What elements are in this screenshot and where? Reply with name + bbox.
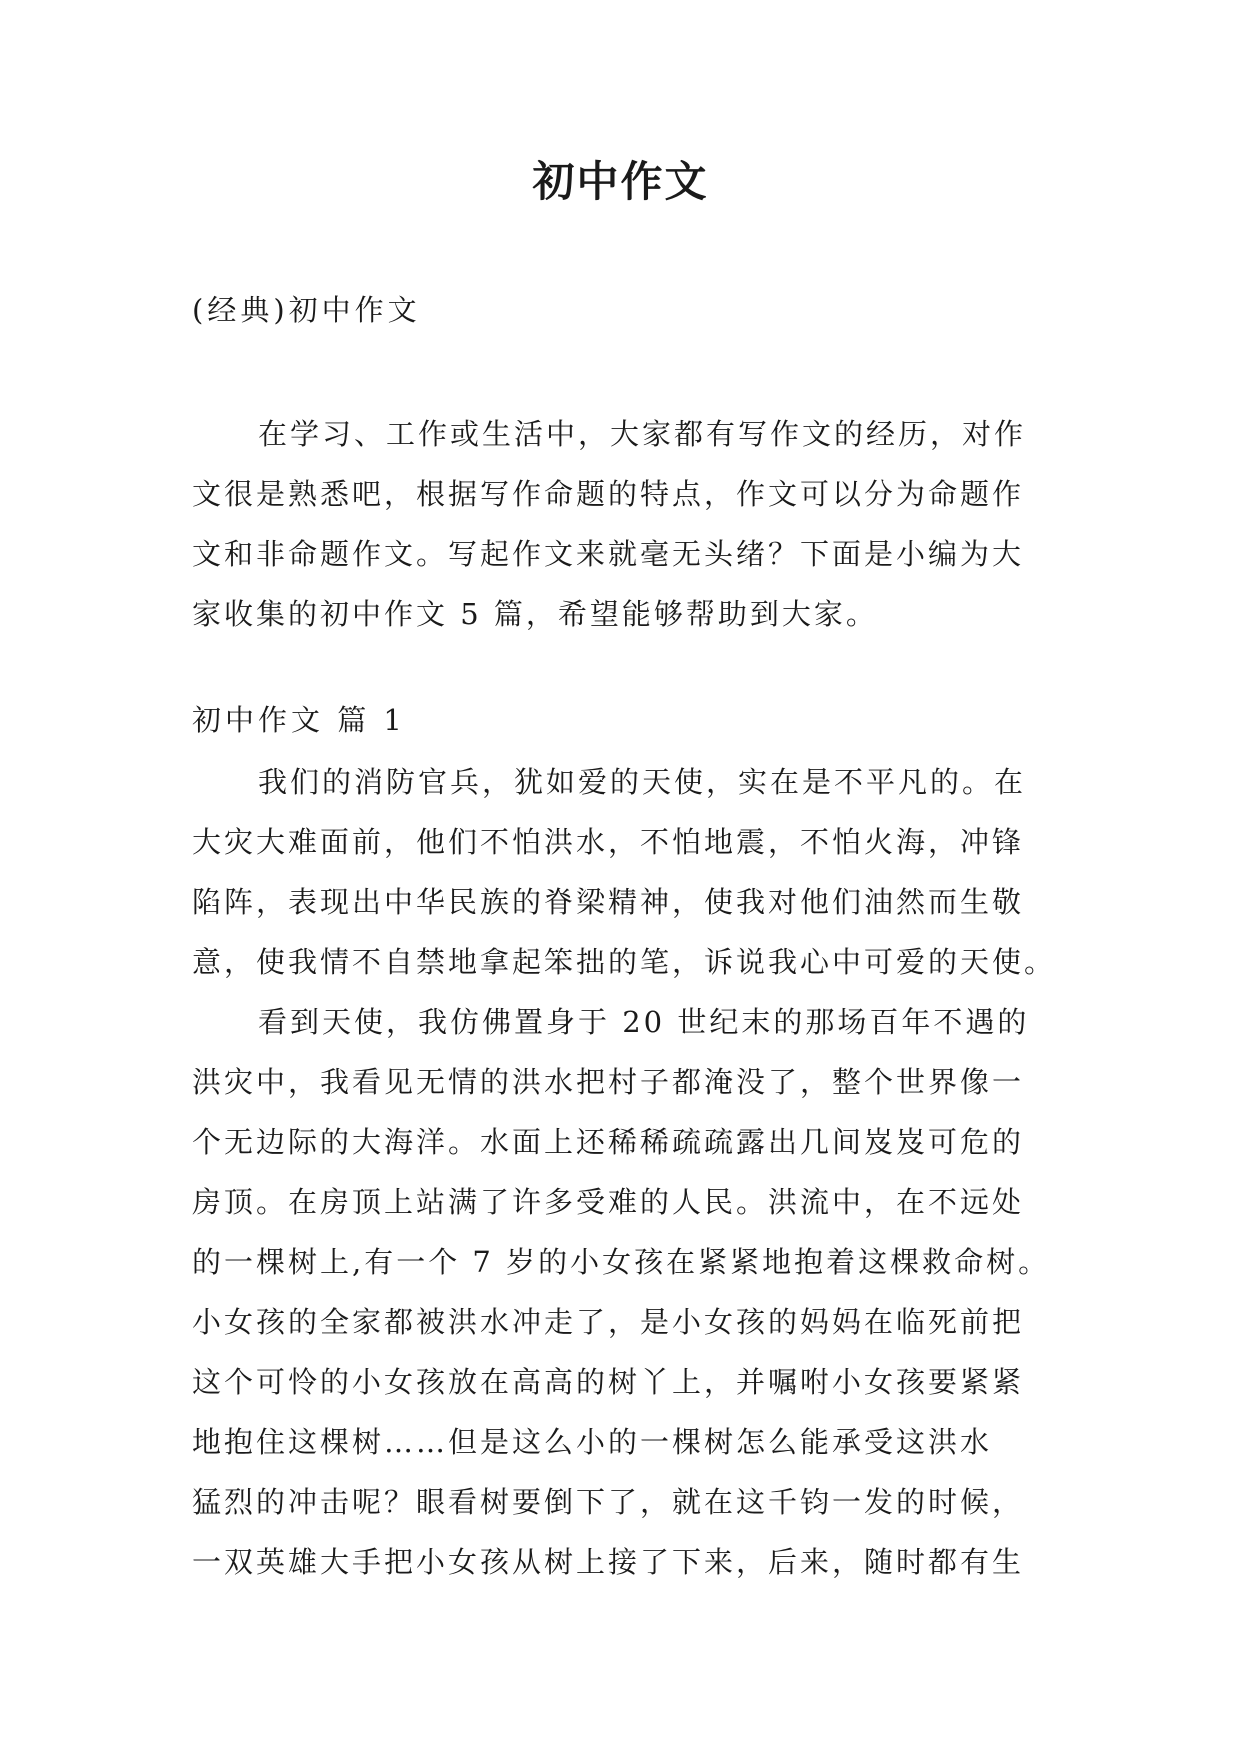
section-heading: 初中作文 篇 1 [192,703,406,737]
document-title: 初中作文 [532,157,709,206]
paragraph-line: 陷阵，表现出中华民族的脊梁精神，使我对他们油然而生敬 [192,885,1025,919]
intro-line: 文和非命题作文。写起作文来就毫无头绪？下面是小编为大 [192,537,1025,571]
intro-line: 文很是熟悉吧，根据写作命题的特点，作文可以分为命题作 [192,477,1025,511]
intro-line: 家收集的初中作文 5 篇，希望能够帮助到大家。 [192,597,878,631]
section1-paragraph-2 [192,992,1056,1592]
paragraph-line: 小女孩的全家都被洪水冲走了，是小女孩的妈妈在临死前把 [192,1305,1025,1339]
paragraph-line: 个无边际的大海洋。水面上还稀稀疏疏露出几间岌岌可危的 [192,1125,1025,1159]
paragraph-line: 我们的消防官兵，犹如爱的天使，实在是不平凡的。在 [258,765,1027,799]
paragraph-line: 这个可怜的小女孩放在高高的树丫上，并嘱咐小女孩要紧紧 [192,1365,1025,1399]
paragraph-line: 房顶。在房顶上站满了许多受难的人民。洪流中，在不远处 [192,1185,1025,1219]
paragraph-line: 的一棵树上,有一个 7 岁的小女孩在紧紧地抱着这棵救命树。 [192,1245,1051,1279]
intro-line: 在学习、工作或生活中，大家都有写作文的经历，对作 [258,417,1027,451]
paragraph-line: 看到天使，我仿佛置身于 20 世纪末的那场百年不遇的 [258,1005,1030,1039]
paragraph-line: 意，使我情不自禁地拿起笨拙的笔，诉说我心中可爱的天使。 [192,945,1057,979]
intro-paragraph [192,404,1056,644]
section1-paragraph-1 [192,752,1056,992]
paragraph-line: 地抱住这棵树……但是这么小的一棵树怎么能承受这洪水 [192,1425,993,1459]
paragraph-line: 洪灾中，我看见无情的洪水把村子都淹没了，整个世界像一 [192,1065,1025,1099]
paragraph-line: 一双英雄大手把小女孩从树上接了下来，后来，随时都有生 [192,1545,1025,1579]
paragraph-line: 猛烈的冲击呢？眼看树要倒下了，就在这千钧一发的时候， [192,1485,1025,1519]
document-subtitle: (经典)初中作文 [192,293,421,327]
paragraph-line: 大灾大难面前，他们不怕洪水，不怕地震，不怕火海，冲锋 [192,825,1025,859]
